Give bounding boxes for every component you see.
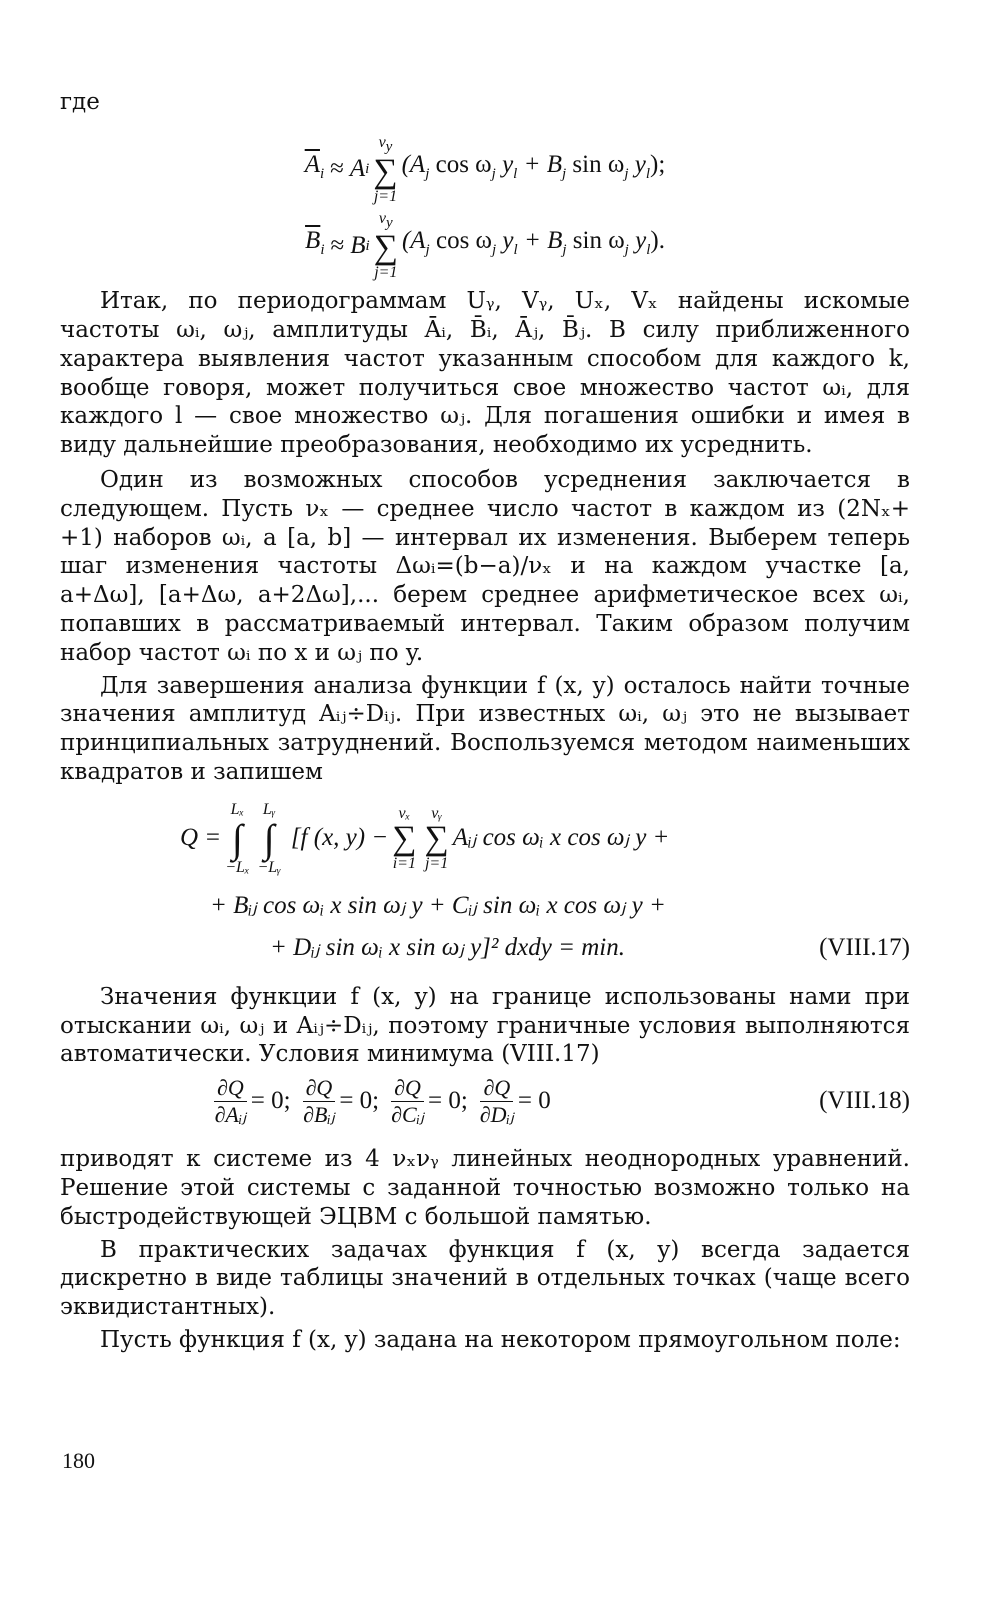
eq3-body: [f (x, y) − (290, 824, 389, 852)
eq4-number: (VIII.18) (819, 1086, 910, 1114)
paragraph-system: приводят к системе из 4 νₓνᵧ линейных неоднородных уравнений. Решение этой системы с заданной точностью возможно только на быстродействующей ЭЦВМ с большой памятью. (60, 1146, 910, 1230)
eq3-number: (VIII.17) (819, 934, 910, 962)
eq1-sum-bottom: j=1 (373, 187, 398, 205)
eq1-coef-sub: i (365, 161, 370, 178)
eq4-frac-a: $\frac{\partial Q}{\text{∂Aᵢⱼ}}$ (214, 1074, 247, 1127)
eq1-lhs: $\overline{A}$ (304, 150, 320, 178)
eq2-sum: $\nu_y$ ∑ j=1 (373, 209, 398, 282)
eq4-frac-b: $\frac{\partial Q}{\text{∂Bᵢⱼ}}$ (303, 1074, 335, 1127)
eq2-body: ($A_j$ $\cos \omega_j$ $y_l + B_j$ $\sin \omega_j$ $y_l$). (401, 227, 665, 259)
paragraph-practical: В практических задачах функция f (x, y) всегда задается дискретно в виде таблицы значений в отдельных точках (чаще всего эквидистантных). (60, 1236, 910, 1321)
eq3-sum-j: νᵧ ∑ j=1 (424, 804, 449, 872)
eq2-sum-top-sub: y (386, 215, 393, 232)
intro-word: где (60, 89, 100, 115)
paragraph-amplitudes: Для завершения анализа функции f (x, y) осталось найти точные значения амплитуд Aᵢⱼ÷Dᵢⱼ. При известных ωᵢ, ωⱼ это не вызывает принципиальных затруднений. Воспользуемся методом наименьших квадратов и запишем (60, 672, 910, 785)
equation-viii-18: $\frac{\partial Q}{\text{∂Aᵢⱼ}}$ = 0; $\frac{\partial Q}{\text{∂Bᵢⱼ}}$ = 0; $\frac{\partial Q}{\text{∂Cᵢⱼ}}$ = 0; $\frac{\partial Q}{\text{∂Dᵢⱼ}}$ = 0 (VIII.18) (214, 1074, 910, 1127)
eq2-lhs-sub: i (320, 242, 325, 259)
eq4-frac-d: $\frac{\partial Q}{\text{∂Dᵢⱼ}}$ (479, 1074, 514, 1127)
eq1-sum-top: ν (378, 133, 386, 151)
equation-a-bar (60, 135, 910, 205)
page-body (60, 88, 910, 1355)
eq2-lhs: $\overline{B}$ (305, 227, 321, 255)
eq3-integral-x: Lₓ ∫ −Lₓ (225, 800, 250, 876)
eq3-integral-y: Lᵧ ∫ −Lᵧ (257, 800, 281, 876)
eq3-sum-i: νₓ ∑ i=1 (392, 804, 417, 872)
equation-b-bar (60, 211, 910, 281)
page-number: 180 (62, 1448, 95, 1473)
eq2-sum-top: ν (378, 209, 387, 227)
equation-viii-17 (60, 791, 910, 971)
eq2-coef-sub: i (365, 237, 370, 254)
paragraph-field: Пусть функция f (x, y) задана на некотором прямоугольном поле: (100, 1326, 901, 1353)
eq2-sum-bottom: j=1 (374, 264, 398, 282)
eq2-relation: ≈ (330, 231, 345, 259)
eq1-coef: A (349, 155, 366, 183)
eq3-lhs: Q = (180, 824, 222, 852)
eq1-body: ($A_j$ $\cos \omega_j$ $y_l + B_j$ $\sin \omega_j$ $y_l$); (401, 150, 666, 182)
paragraph-averaging: Один из возможных способов усреднения заключается в следующем. Пусть νₓ — среднее число частот в каждом из (2Nₓ+ +1) наборов ωᵢ, а [a, b] — интервал их изменения. Выберем теперь шаг изменения частоты Δωᵢ=(b−a)/νₓ и на каждом участке [a, a+Δω], [a+Δω, a+2Δω],... берем среднее арифметическое всех ωᵢ, попавших в рассматриваемый интервал. Таким образом получим набор частот ωᵢ по x и ωⱼ по y. (60, 466, 910, 666)
eq1-sum: $\nu_y$ ∑ j=1 (373, 133, 398, 205)
eq2-coef: B (350, 231, 366, 259)
eq1-lhs-sub: i (319, 165, 325, 182)
eq3-line1-tail: Aᵢⱼ cos ωᵢ x cos ωⱼ y + (452, 824, 670, 852)
eq3-line3: + Dᵢⱼ sin ωᵢ x sin ωⱼ y]² dxdy = min. (270, 934, 625, 962)
eq1-sum-top-sub: y (385, 138, 393, 155)
eq1-relation: ≈ (330, 155, 344, 183)
eq3-line2: + Bᵢⱼ cos ωᵢ x sin ωⱼ y + Cᵢⱼ sin ωᵢ x cos ωⱼ y + (210, 892, 666, 920)
paragraph-boundary: Значения функции f (x, y) на границе использованы нами при отыскании ωᵢ, ωⱼ и Aᵢⱼ÷Dᵢⱼ, поэтому граничные условия выполняются автоматически. Условия минимума (VIII.17) (60, 983, 910, 1068)
eq4-frac-c: $\frac{\partial Q}{\text{∂Cᵢⱼ}}$ (391, 1074, 424, 1127)
paragraph-periodograms: Итак, по периодограммам Uᵧ, Vᵧ, Uₓ, Vₓ найдены искомые частоты ωᵢ, ωⱼ, амплитуды Āᵢ, B̄ᵢ, Āⱼ, B̄ⱼ. В силу приближенного характера выявления частот указанным способом для каждого k, вообще говоря, может получиться свое множество частот ωᵢ, для каждого l — свое множество ωⱼ. Для погашения ошибки и имея в виду дальнейшие преобразования, необходимо их усреднить. (60, 288, 910, 459)
